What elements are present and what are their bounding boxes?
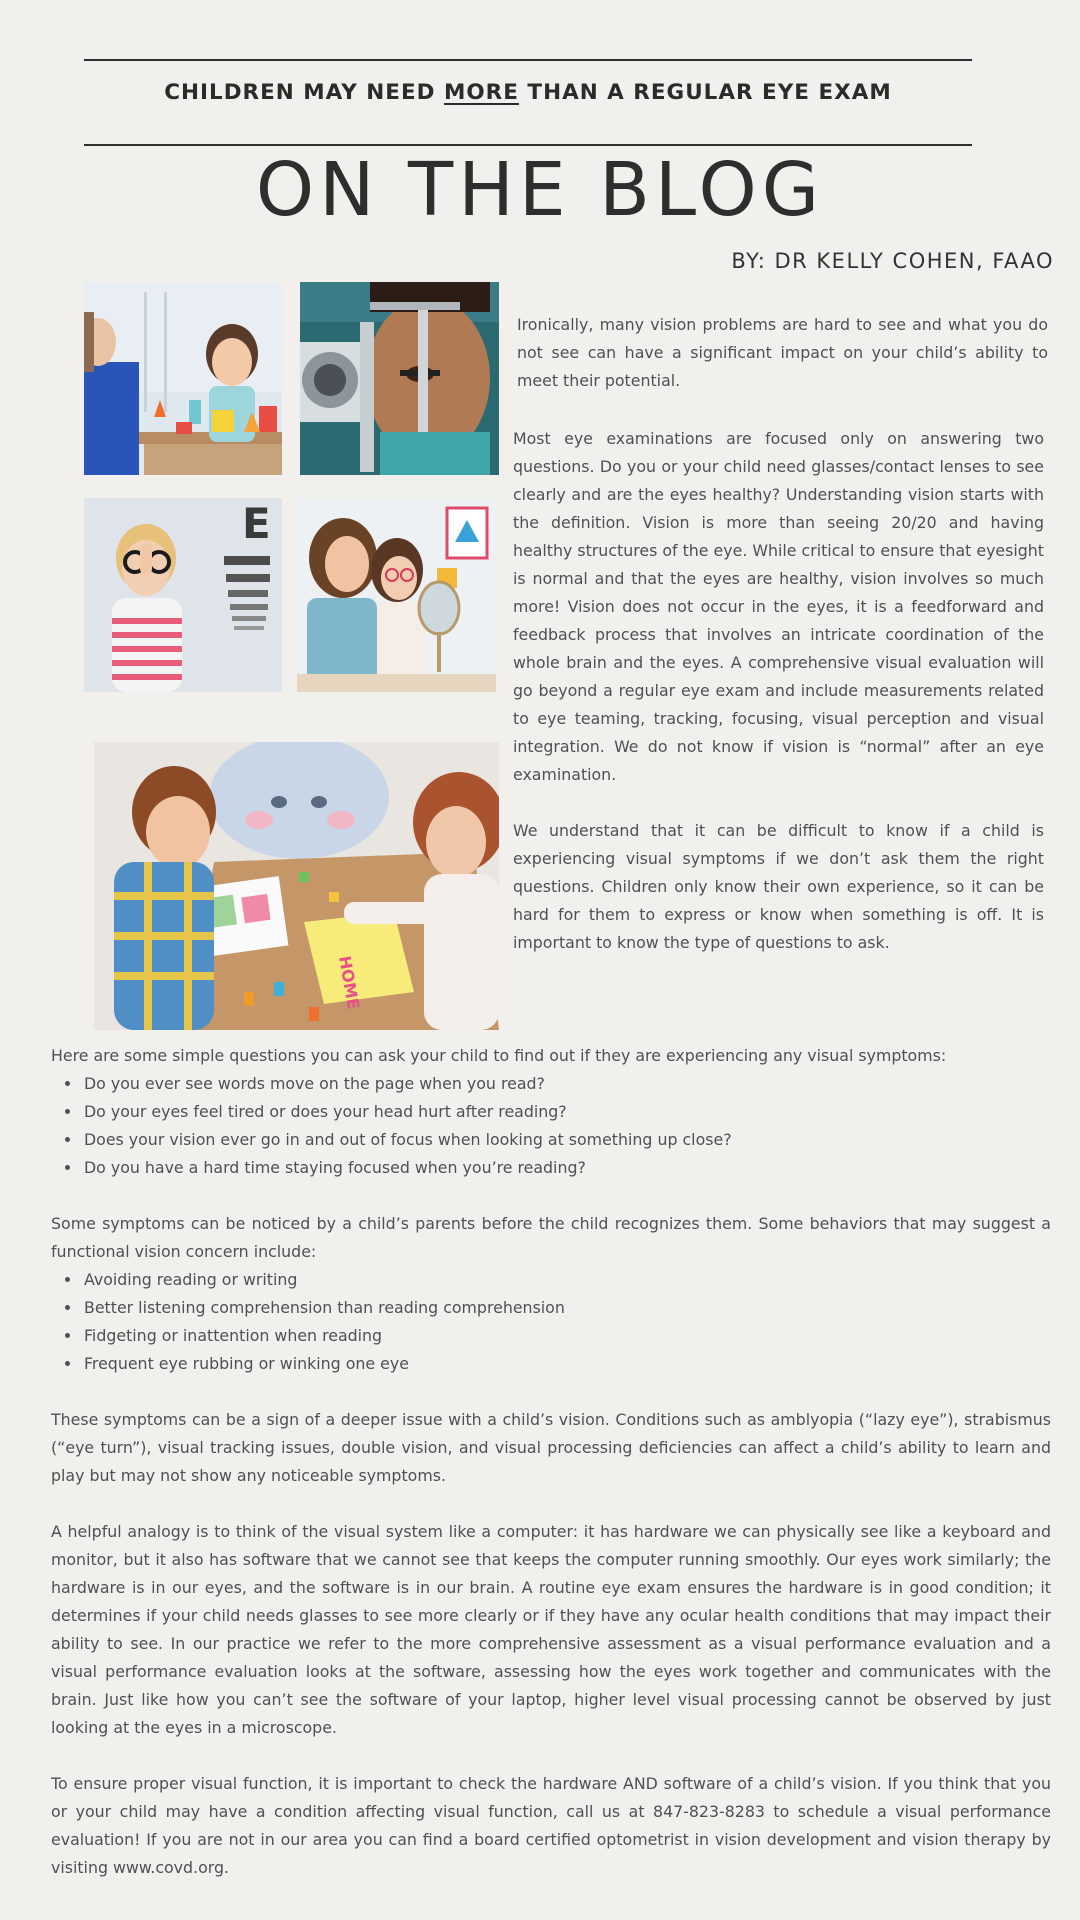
headline-start: CHILDREN MAY NEED	[164, 80, 444, 105]
exam-definition-paragraph: Most eye examinations are focused only on answering two questions. Do you or your child need glasses/contact lenses to see clearly and are the eyes healthy? Understanding vision starts with the definition. Vision is more than seeing 20/20 and having healthy structures of the eye. While critical to ensure that eyesight is normal and that the eyes are healthy, vision involves so much more! Vision does not occur in the eyes, it is a feedforward and feedback process that involves an intricate coordination of the whole brain and the eyes. A comprehensive visual evaluation will go beyond a regular eye exam and include measurements related to eye teaming, tracking, focusing, visual perception and visual integration. We do not know if vision is “normal” after an eye examination.	[513, 429, 1044, 784]
questions-list	[51, 1070, 1080, 1182]
boy-with-therapist-letters-photo	[94, 742, 499, 1030]
list-item: • Do you have a hard time staying focused when you’re reading?	[82, 1154, 1080, 1182]
page-title: ON THE BLOG	[255, 147, 825, 233]
top-rule	[84, 59, 972, 61]
headline	[84, 80, 972, 105]
behaviors-intro: Some symptoms can be noticed by a child’s parents before the child recognizes them. Some behaviors that may suggest a functional vision concern include:	[51, 1214, 1051, 1261]
author-byline: BY: DR KELLY COHEN, FAAO	[731, 249, 1054, 273]
questions-intro: Here are some simple questions you can ask your child to find out if they are experiencing any visual symptoms:	[51, 1046, 947, 1065]
list-item: • Do you ever see words move on the page when you read?	[82, 1070, 1080, 1098]
list-item: • Do your eyes feel tired or does your head hurt after reading?	[82, 1098, 1080, 1126]
girl-with-glasses-eye-chart-photo	[84, 498, 282, 692]
behaviors-list	[51, 1266, 1080, 1378]
list-item: • Better listening comprehension than reading comprehension	[82, 1294, 1080, 1322]
list-item: • Frequent eye rubbing or winking one eye	[82, 1350, 1080, 1378]
boy-at-slit-lamp-photo	[300, 282, 499, 475]
conditions-paragraph: These symptoms can be a sign of a deeper issue with a child’s vision. Conditions such as amblyopia (“lazy eye”), strabismus (“eye turn”), visual tracking issues, double vision, and visual processing deficiencies can affect a child’s ability to learn and play but may not show any noticeable symptoms.	[51, 1410, 1051, 1485]
bottom-rule	[84, 144, 972, 146]
computer-analogy-paragraph: A helpful analogy is to think of the visual system like a computer: it has hardware we can physically see like a keyboard and monitor, but it also has software that we cannot see that keeps the computer running smoothly. Our eyes work similarly; the hardware is in our eyes, and the software is in our brain. A routine eye exam ensures the hardware is in good condition; it determines if your child needs glasses to see more clearly or if they have any ocular health conditions that may impact their ability to see. In our practice we refer to the more comprehensive assessment as a visual performance evaluation and a visual performance evaluation looks at the software, assessing how the eyes work together and communicates with the brain. Just like how you can’t see the software of your laptop, higher level visual processing cannot be observed by just looking at the eyes in a microscope.	[51, 1522, 1051, 1737]
headline-emphasis: MORE	[444, 80, 519, 105]
intro-paragraph: Ironically, many vision problems are hard to see and what you do not see can have a significant impact on your child’s ability to meet their potential.	[517, 315, 1048, 390]
list-item: • Avoiding reading or writing	[82, 1266, 1080, 1294]
questions-importance-paragraph: We understand that it can be difficult to know if a child is experiencing visual symptoms if we don’t ask them the right questions. Children only know their own experience, so it can be hard for them to express or know when something is off. It is important to know the type of questions to ask.	[513, 821, 1044, 952]
eye-chart-letter: E	[242, 499, 271, 548]
headline-end: THAN A REGULAR EYE EXAM	[518, 80, 892, 105]
svg-text:HOME: HOME	[335, 954, 364, 1011]
list-item: • Does your vision ever go in and out of focus when looking at something up close?	[82, 1126, 1080, 1154]
closing-paragraph: To ensure proper visual function, it is important to check the hardware AND software of a child’s vision. If you think that you or your child may have a condition affecting visual function, call us at 847-823-8283 to schedule a visual performance evaluation! If you are not in our area you can find a board certified optometrist in vision development and vision therapy by visiting www.covd.org.	[51, 1774, 1051, 1877]
mother-and-girl-mirror-photo	[297, 498, 496, 692]
girl-with-blocks-photo	[84, 282, 282, 475]
list-item: • Fidgeting or inattention when reading	[82, 1322, 1080, 1350]
